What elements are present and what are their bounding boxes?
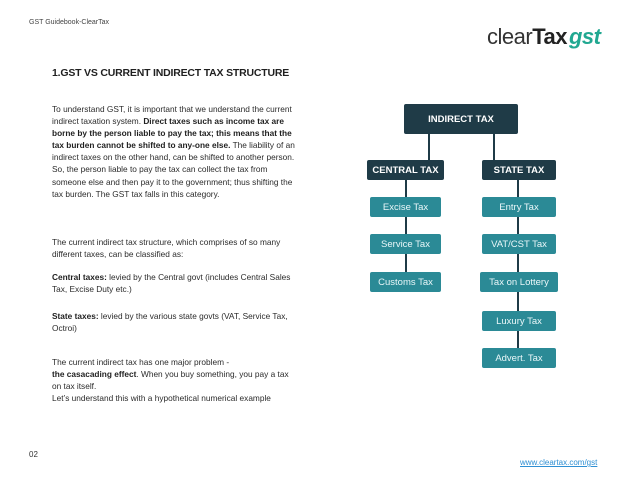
cascading-paragraph: [52, 356, 300, 404]
cascading-text-d: Let’s understand this with a hypothetical numerical example: [52, 393, 271, 404]
indirect-tax-box: INDIRECT TAX: [404, 104, 518, 134]
logo-tax-text: Tax: [532, 24, 567, 49]
central-tax-box: CENTRAL TAX: [367, 160, 444, 180]
cascading-effect-bold: the casacading effect: [52, 369, 137, 380]
section-title: 1.GST VS CURRENT INDIRECT TAX STRUCTURE: [52, 67, 290, 79]
connector-central-column: [405, 178, 407, 280]
central-taxes-text: levied by the Central govt (includes Central Sales Tax, Excise Duty etc.): [52, 272, 291, 295]
vat-cst-tax-box: VAT/CST Tax: [482, 234, 556, 254]
state-taxes-label: State taxes:: [52, 311, 99, 321]
classification-paragraph: The current indirect tax structure, which comprises of so many different taxes, can be classified as:: [52, 237, 281, 260]
central-taxes-paragraph: [52, 271, 300, 295]
guidebook-header: GST Guidebook-ClearTax: [29, 19, 110, 26]
state-tax-box: STATE TAX: [482, 160, 556, 180]
cascading-text-a: The current indirect tax has one major problem -: [52, 357, 230, 367]
customs-tax-box: Customs Tax: [370, 272, 441, 292]
state-taxes-text: levied by the various state govts (VAT, Service Tax, Octroi): [52, 311, 288, 334]
intro-text-c: The liability of an indirect taxes on the other hand, can be shifted to another person. So, the person liable to pay the tax can collect the tax from someone else and then pay it to the government; thus shifting the tax burden. The GST tax falls in this category.: [52, 140, 295, 199]
excise-tax-box: Excise Tax: [370, 197, 441, 217]
intro-text-bold: Direct taxes such as income tax are borne by the person liable to pay the tax; this means that the tax burden cannot be shifted to any-one else.: [52, 116, 292, 151]
advert-tax-box: Advert. Tax: [482, 348, 556, 368]
state-taxes-paragraph: [52, 310, 300, 334]
luxury-tax-box: Luxury Tax: [482, 311, 556, 331]
entry-tax-box: Entry Tax: [482, 197, 556, 217]
tax-on-lottery-box: Tax on Lottery: [480, 272, 558, 292]
logo-gst-text: gst: [568, 24, 601, 49]
logo-clear-text: clear: [487, 24, 533, 49]
website-link[interactable]: www.cleartax.com/gst: [520, 458, 598, 467]
connector-root-left: [428, 134, 430, 162]
cascading-text-c: . When you buy something, you pay a tax on tax itself.: [52, 369, 289, 392]
connector-root-right: [493, 134, 495, 162]
intro-text-a: To understand GST, it is important that we understand the current indirect taxation system.: [52, 104, 292, 127]
central-taxes-label: Central taxes:: [52, 272, 107, 282]
service-tax-box: Service Tax: [370, 234, 441, 254]
page-number: 02: [29, 450, 38, 459]
intro-paragraph: [52, 103, 300, 200]
cleartax-gst-logo: [487, 24, 600, 50]
